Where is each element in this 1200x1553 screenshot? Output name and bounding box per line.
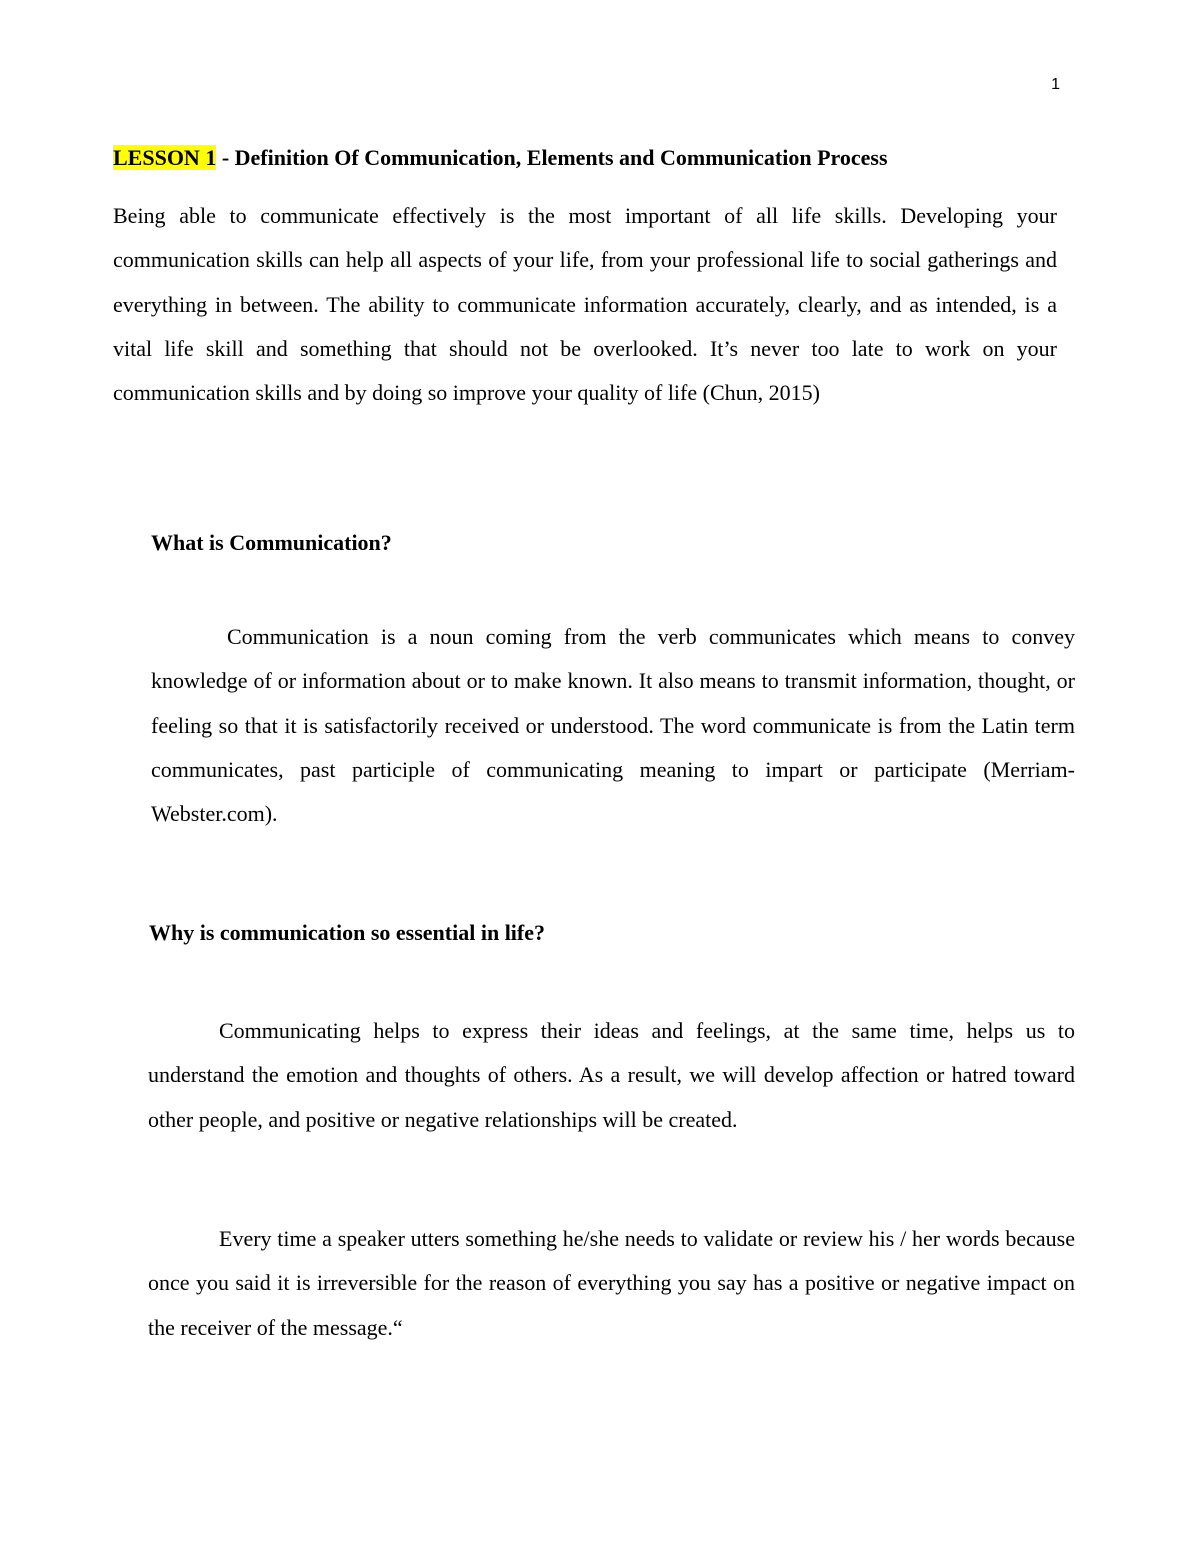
heading-why-essential: Why is communication so essential in life?	[149, 920, 546, 945]
definition-paragraph: Communication is a noun coming from the verb communicates which means to convey knowledge of or information about or to make known. It also means to transmit information, thought, or feeling so that it is satisfactorily received or understood. The word communicate is from the Latin term communicates, past participle of communicating meaning to impart or participate (Merriam-Webster.com).	[151, 624, 1075, 827]
lesson-separator: -	[216, 145, 235, 170]
intro-paragraph: Being able to communicate effectively is the most important of all life skills. Developing your communication skills can help all aspects of your life, from your professional life to social gatherings and everything in between. The ability to communicate information accurately, clearly, and as intended, is a vital life skill and something that should not be overlooked. It’s never too late to work on your communication skills and by doing so improve your quality of life (Chun, 2015)	[113, 203, 1057, 406]
lesson-title-text: Definition Of Communication, Elements and Communication Process	[234, 145, 888, 170]
lesson-title	[113, 143, 1073, 173]
page-number: 1	[1051, 76, 1060, 93]
lesson-label-highlight: LESSON 1	[113, 145, 217, 170]
heading-what-is-communication: What is Communication?	[151, 530, 392, 555]
essential-paragraph: Communicating helps to express their ideas and feelings, at the same time, helps us to understand the emotion and thoughts of others. As a result, we will develop affection or hatred toward other people, and positive or negative relationships will be created.	[148, 1018, 1075, 1132]
speaker-paragraph: Every time a speaker utters something he/she needs to validate or review his / her words because once you said it is irreversible for the reason of everything you say has a positive or negative impact on the receiver of the message.“	[148, 1226, 1075, 1340]
